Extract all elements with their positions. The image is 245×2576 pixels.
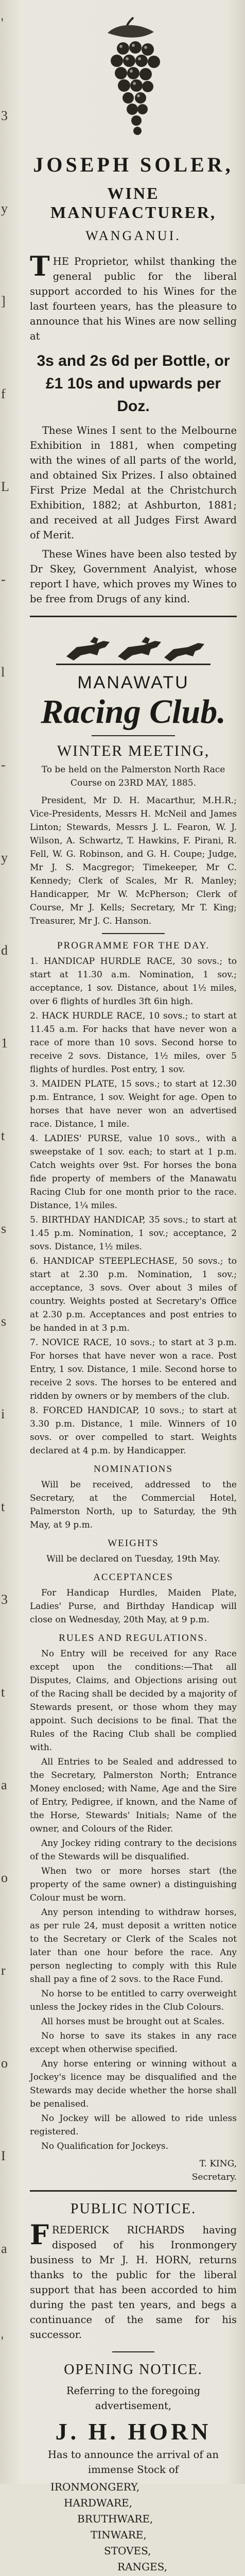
soler-intro-paragraph <box>30 251 237 344</box>
margin-fragment-char: a <box>1 1777 7 1792</box>
soler-intro-text: HE Proprietor, whilst thanking the general public for the liberal support accorded to his Wines for the last fourteen years, has the pleasure to announce that his Wines are now selling at <box>30 256 237 342</box>
advertisement-column <box>30 0 237 2573</box>
margin-fragment-char: a <box>1 2241 7 2256</box>
rule-entry: No horse to be entitled to carry overweight unless the Jockey rides in the Club Colours. <box>30 1989 237 2012</box>
public-notice-text: REDERICK RICHARDS having disposed of his Ironmongery business to Mr J. H. HORN, returns thanks to the public for the liberal support that has been accorded to him during the past ten years, and begs a continuance of the same for his successor. <box>30 2224 237 2341</box>
margin-fragment-char: s <box>1 1221 7 1236</box>
margin-fragment-char: l <box>1 665 5 680</box>
race-entry: 8. FORCED HANDICAP, 10 sovs.; to start at 3.30 p.m. Distance, 1 mile. Winners of 10 sovs. or over compelled to start. Weights declared at 4 p.m. by Handicapper. <box>30 1405 237 1456</box>
rule-entry: No horse to save its stakes in any race except when otherwise specified. <box>30 2031 237 2055</box>
rule-entry: No Jockey will be allowed to ride unless registered. <box>30 2113 237 2137</box>
margin-fragment-char: f <box>1 386 6 401</box>
short-divider <box>92 735 175 736</box>
rule-entry: All Entries to be Sealed and addressed to the Secretary, Palmerston North; Entrance Money enclosed; with Name, Age and the Sire of Entry, Pedigree, if known, and the Name of the Horse, Stewards' Initials; Name of the owner, and Colours of the Rider. <box>30 1757 237 1834</box>
programme-heading: PROGRAMME FOR THE DAY. <box>57 940 209 951</box>
secretary-role: Secretary. <box>191 2172 237 2182</box>
drop-cap-letter: T <box>30 251 50 282</box>
weights-heading: WEIGHTS <box>108 1538 159 1549</box>
club-location: MANAWATU <box>77 673 189 692</box>
soler-analysis-paragraph: These Wines have been also tested by Dr Skey, Government Analyist, whose report I have, which proves my Wines to be free from Drugs of any kind. <box>30 548 237 605</box>
margin-fragment-char: ' <box>1 15 4 30</box>
rule-entry: When two or more horses start (the property of the same owner) a distinguishing Colour must be worn. <box>30 1866 237 1903</box>
margin-fragment-char: t <box>1 1685 5 1700</box>
public-notice-paragraph <box>30 2219 237 2342</box>
soler-exhibition-paragraph: These Wines I sent to the Melbourne Exhibition in 1881, when competing with the wines of all parts of the world, and obtained Six Prizes. I also obtained First Prize Medal at the Christchurch Exhibition, 1882; at Ashburton, 1881; and received at all Judges First Award of Merit. <box>30 425 237 541</box>
grape-vine-illustration <box>92 12 174 141</box>
advertiser-trade: WINE MANUFACTURER, <box>50 184 216 222</box>
margin-fragment-char: 3 <box>1 1592 8 1607</box>
opening-notice-title: OPENING NOTICE. <box>64 2362 203 2378</box>
section-divider <box>30 616 237 617</box>
margin-fragment-char: I <box>1 2148 6 2163</box>
race-entry: 1. HANDICAP HURDLE RACE, 30 sovs.; to start at 11.30 a.m. Nomination, 1 sov.; acceptance, 1 sov. Distance, about 1½ miles, over 6 flights of hurdles 3ft 6in high. <box>30 956 237 1007</box>
race-entry: 4. LADIES' PURSE, value 10 sovs., with a sweepstake of 1 sov. each; to start at 1 p.m. Catch weights over 9st. For horses the bona fide property of members of the Manawatu Racing Club for one month prior to the race. Distance, 1¼ miles. <box>30 1133 237 1211</box>
soler-advertisement <box>30 12 237 617</box>
stock-item: STOVES, <box>104 2545 151 2557</box>
race-entry: 2. HACK HURDLE RACE, 10 sovs.; to start at 11.45 a.m. For hacks that have never won a race of more than 10 sovs. Second horse to receive 2 sovs. Distance, 1½ miles, over 5 flights of hurdles. Post entry, 1 sov. <box>30 1011 237 1075</box>
price-bottle: 3s and 2s 6d per Bottle, or <box>37 352 230 369</box>
margin-fragment-char: d <box>1 943 8 958</box>
rule-entry: Any Jockey riding contrary to the decisions of the Stewards will be disqualified. <box>30 1838 237 1862</box>
opening-notice <box>30 2362 237 2576</box>
advertiser-name: JOSEPH SOLER, <box>33 153 234 176</box>
rules-heading: RULES AND REGULATIONS. <box>59 1633 208 1643</box>
rule-entry: All horses must be brought out at Scales. <box>41 2016 225 2027</box>
meeting-date: To be held on the Palmerston North Race Course on 23RD MAY, 1885. <box>41 765 225 788</box>
proprietor-name: J. H. HORN <box>55 2418 212 2445</box>
public-notice <box>30 2201 237 2352</box>
margin-fragment-char: r <box>1 1963 6 1978</box>
race-entry: 6. HANDICAP STEEPLECHASE, 50 sovs.; to start at 2.30 p.m. Nomination, 1 sov.; acceptance, 3 sovs. Over about 3 miles of country. Weights posted at Secretary's Office at 2.30 p.m. Acceptances and post entries to be handed in at 3 p.m. <box>30 1256 237 1333</box>
price-dozen: £1 10s and upwards per Doz. <box>45 375 221 415</box>
margin-fragment-char: s <box>1 1314 7 1329</box>
margin-fragment-char: 1 <box>1 1036 8 1050</box>
stock-list <box>30 2479 237 2576</box>
margin-fragment-char: ' <box>1 2334 4 2349</box>
margin-fragment-char: - <box>1 757 6 772</box>
stock-item: BRUTHWARE, <box>77 2513 153 2525</box>
race-entry: 5. BIRTHDAY HANDICAP, 35 sovs.; to start at 1.45 p.m. Nomination, 1 sov.; acceptance, 2 sovs. Distance, 1½ miles. <box>30 1215 237 1252</box>
opening-intro: Referring to the foregoing advertisement, <box>66 2385 201 2412</box>
club-officers: President, Mr D. H. Macarthur, M.H.R.; Vice-Presidents, Messrs H. McNeil and James Linton; Stewards, Messrs J. L. Fearon, W. J. Wilson, A. Schwartz, T. Hawkins, F. Pirani, R. Fell, W. G. Robinson, and G. H. Coupe; Judge, Mr J. S. Macgregor; Timekeeper, Mr C. Kennedy; Clerk of Scales, Mr R. Manley; Handicapper, Mr W. McPherson; Clerk of Course, Mr J. Kells; Secretary, Mr T. King; Treasurer, Mr J. C. Hanson. <box>30 795 237 926</box>
rule-entry: Any person intending to withdraw horses, as per rule 24, must deposit a written notice to the Secretary or Clerk of the Scales not later than one hour before the race. Any person neglecting to comply with this Rule shall pay a fine of 2 sovs. to the Race Fund. <box>30 1907 237 1985</box>
margin-fragment-char: ] <box>1 294 6 309</box>
secretary-name: T. KING, <box>199 2159 237 2169</box>
racing-club-advertisement <box>30 626 237 2192</box>
short-divider <box>112 2351 154 2352</box>
nominations-heading: NOMINATIONS <box>94 1464 173 1475</box>
club-name: Racing Club. <box>41 693 226 731</box>
rule-entry: Any horse entering or winning without a Jockey's licence may be disqualified and the Stewards may decide whether the horse shall be penalised. <box>30 2059 237 2109</box>
section-divider <box>30 2190 237 2192</box>
race-entry: 7. NOVICE RACE, 10 sovs.; to start at 3 p.m. For horses that have never won a race. Post Entry, 1 sov. Distance, 1 mile. Second horse to receive 2 sovs. The horses to be entered and ridden by owners or by members of the club. <box>30 1337 237 1401</box>
margin-fragment-char: i <box>1 1406 5 1421</box>
rule-entry: No Qualification for Jockeys. <box>41 2141 168 2151</box>
meeting-title: WINTER MEETING, <box>57 742 210 759</box>
stock-item: RANGES, <box>117 2561 167 2573</box>
racehorses-illustration <box>56 626 211 668</box>
acceptances-text: For Handicap Hurdles, Maiden Plate, Ladies' Purse, and Birthday Handicap will close on Wednesday, 20th May, at 9 p.m. <box>30 1588 237 1625</box>
stock-item: IRONMONGERY, <box>50 2481 140 2493</box>
weights-text: Will be declared on Tuesday, 19th May. <box>46 1554 220 1564</box>
rule-entry: No Entry will be received for any Race except upon the conditions:—That all Disputes, Claims, and Objections arising out of the Racing shall be decided by a majority of Stewards present, or those whom they may appoint. Such decisions to be final. That the Rules of the Racing Club shall be complied with. <box>30 1649 237 1753</box>
margin-fragment-char: - <box>1 572 6 587</box>
margin-fragment-char: L <box>1 479 9 494</box>
race-entry: 3. MAIDEN PLATE, 15 sovs.; to start at 12.30 p.m. Entrance, 1 sov. Weight for age. Open to horses that have never won an advertised race. Distance, 1 mile. <box>30 1079 237 1129</box>
stock-item: HARDWARE, <box>64 2497 132 2509</box>
margin-fragment-char: 3 <box>1 108 8 123</box>
margin-fragment-char: o <box>1 1870 8 1885</box>
margin-fragment-char: y <box>1 201 8 216</box>
acceptances-heading: ACCEPTANCES <box>93 1572 173 1583</box>
stock-item: TINWARE, <box>91 2529 147 2541</box>
race-list <box>30 955 237 1458</box>
margin-fragment-char: t <box>1 1128 5 1143</box>
adjacent-column-fragment <box>0 0 24 2484</box>
nominations-text: Will be received, addressed to the Secretary, at the Commercial Hotel, Palmerston North, up to Saturday, the 9th May, at 9 p.m. <box>30 1480 237 1530</box>
public-notice-title: PUBLIC NOTICE. <box>70 2201 197 2217</box>
margin-fragment-char: t <box>1 1499 5 1514</box>
short-divider <box>102 933 165 934</box>
drop-cap-letter: F <box>30 2219 49 2251</box>
margin-fragment-char: y <box>1 850 8 865</box>
margin-fragment-char: o <box>1 2056 8 2071</box>
stock-announcement: Has to announce the arrival of an immense Stock of <box>48 2449 219 2476</box>
advertiser-town: WANGANUI. <box>85 228 181 243</box>
rules-list <box>30 1647 237 2153</box>
